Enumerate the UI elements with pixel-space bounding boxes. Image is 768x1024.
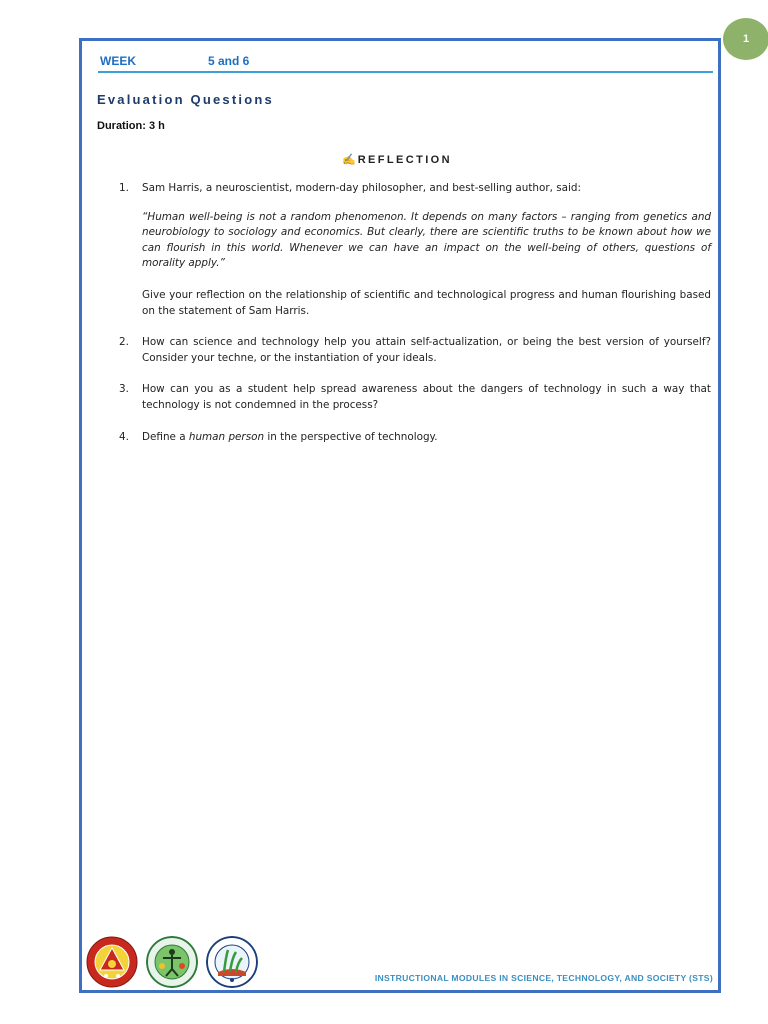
- question-number: 4.: [119, 430, 129, 443]
- question-number: 3.: [119, 383, 129, 396]
- footer-course-title: INSTRUCTIONAL MODULES IN SCIENCE, TECHNOLOGY, AND SOCIETY (STS): [374, 973, 713, 983]
- harris-quote: “Human well-being is not a random phenomenon. It depends on many factors – ranging from genetics and neurobiology to sociology and economics. But clearly, there are scientific truths to be known about how we can flourish in this world. Whenever we can have an impact on the well-being of others, questions of morality apply.”: [142, 210, 711, 270]
- college-of-arts-and-sciences-seal: [146, 936, 198, 988]
- question-text: Define a human person in the perspective of technology.: [142, 430, 438, 443]
- section-title: Evaluation Questions: [97, 92, 274, 107]
- duration-label: Duration: 3 h: [97, 120, 165, 132]
- question-number: 1.: [119, 182, 129, 194]
- page-number-badge: 1: [723, 18, 768, 60]
- question-prompt: Give your reflection on the relationship of scientific and technological progress and human flourishing based on the statement of Sam Harris.: [142, 288, 711, 317]
- quill-pen-icon: ✍: [342, 154, 356, 166]
- samar-state-university-seal: [86, 936, 138, 988]
- question-number: 2.: [119, 336, 129, 349]
- question-item: [119, 382, 711, 413]
- questions-list: [119, 181, 711, 445]
- question-text: How can you as a student help spread awareness about the dangers of technology in such a way that technology is not condemned in the process?: [142, 383, 711, 411]
- question-item: [119, 181, 711, 319]
- week-value: 5 and 6: [208, 54, 250, 68]
- institution-logos: [86, 933, 266, 988]
- department-of-environmental-science-seal: [206, 936, 258, 988]
- reflection-heading: [342, 153, 452, 166]
- week-label: WEEK: [100, 54, 136, 68]
- question-text: How can science and technology help you attain self-actualization, or being the best version of yourself? Consider your techne, or the instantiation of your ideals.: [142, 336, 711, 364]
- question-text: Sam Harris, a neuroscientist, modern-day philosopher, and best-selling author, said:: [142, 182, 581, 194]
- question-item: [119, 430, 711, 446]
- reflection-heading-text: REFLECTION: [357, 154, 452, 166]
- question-item: [119, 335, 711, 366]
- week-header: [98, 53, 713, 73]
- human-person-emphasis: human person: [188, 430, 265, 443]
